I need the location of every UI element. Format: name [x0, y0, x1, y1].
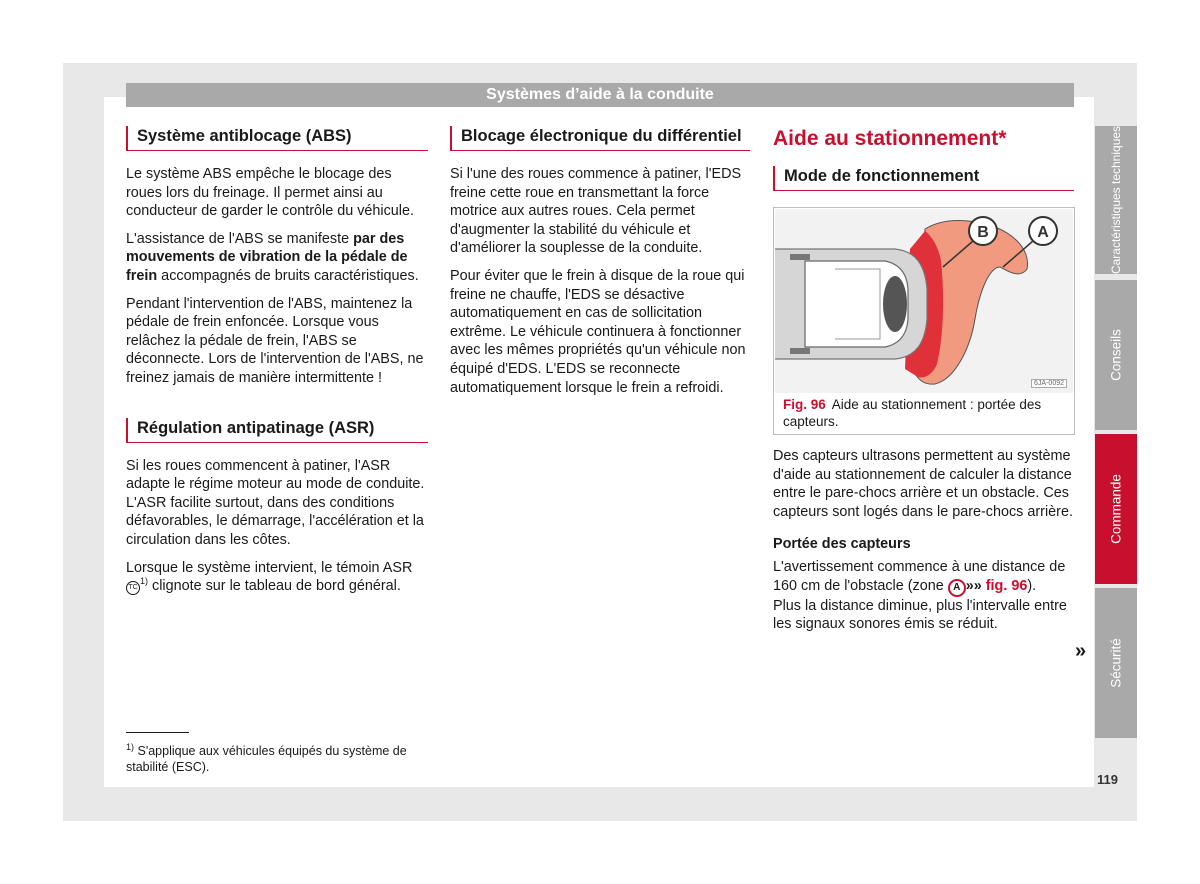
- cross-ref-arrows: »»: [965, 577, 982, 594]
- sensors-paragraph: Des capteurs ultrasons permettent au système d'aide au stationnement de calculer la distance entre le pare-chocs arrière et un obstacle. Ces capteurs sont logés dans le pare-chocs arrière.: [773, 448, 1073, 520]
- label-b-text: B: [977, 224, 989, 241]
- footnote-ref: 1): [140, 576, 149, 587]
- tab-conseils[interactable]: [1095, 280, 1137, 430]
- tab-label: Caractéristiques techniques: [1109, 125, 1123, 275]
- tab-caracteristiques-techniques[interactable]: [1095, 126, 1137, 274]
- continue-arrow: »: [1075, 640, 1087, 662]
- sensor-range-paragraph: [773, 558, 1073, 597]
- asr-paragraph-2: [126, 559, 428, 596]
- abs-paragraph-3: Pendant l'intervention de l'ABS, maintenez la pédale de frein enfoncée. Lorsque vous relâchez la pédale de frein, l'ABS se déconnecte. Lors de l'intervention de l'ABS, ne freinez jamais de manière intermittente !: [126, 295, 424, 386]
- traction-control-warning-icon: TC: [126, 581, 140, 595]
- footnote-text: S'applique aux véhicules équipés du système de stabilité (ESC).: [126, 744, 407, 774]
- abs-paragraph-2: [126, 230, 428, 286]
- sensor-range-title: Portée des capteurs: [773, 536, 911, 553]
- footnote-marker: 1): [126, 741, 135, 752]
- parking-sensor-diagram: [775, 209, 1073, 393]
- zone-a-marker: A: [948, 579, 966, 597]
- tab-label: Commande: [1108, 474, 1124, 544]
- figure-caption-text: Aide au stationnement : portée des capteurs.: [783, 397, 1042, 429]
- label-a-text: A: [1037, 224, 1049, 241]
- figure-link[interactable]: fig. 96: [985, 577, 1028, 594]
- abs-paragraph-2-end: accompagnés de bruits caractéristiques.: [157, 267, 419, 284]
- tab-commande[interactable]: [1095, 434, 1137, 584]
- parking-sensor-illustration: [775, 209, 1073, 393]
- abs-paragraph-1: Le système ABS empêche le blocage des roues lors du freinage. Il permet ainsi au conducteur de garder le contrôle du véhicule.: [126, 166, 414, 220]
- figure-96: [773, 207, 1075, 435]
- asr-section-title: Régulation antipatinage (ASR): [126, 418, 428, 443]
- asr-paragraph-2-end: clignote sur le tableau de bord général.: [148, 578, 401, 595]
- figure-number: Fig. 96: [783, 397, 826, 412]
- abs-paragraph-2-text: L'assistance de l'ABS se manifeste: [126, 230, 354, 247]
- footnote: [126, 743, 426, 775]
- page-number: 119: [1097, 772, 1118, 787]
- column-3-top: [773, 126, 1074, 205]
- abs-section-title: Système antiblocage (ABS): [126, 126, 428, 151]
- column-3-bottom: [773, 447, 1073, 643]
- asr-paragraph-1: Si les roues commencent à patiner, l'ASR adapte le régime moteur au mode de conduite. L'ASR facilite surtout, dans des conditions défavorables, le démarrage, l'accélération et la circulation dans les côtes.: [126, 457, 425, 548]
- sensor-range-end: ).: [1027, 577, 1037, 594]
- figure-caption: [783, 396, 1067, 430]
- tab-label: Sécurité: [1108, 638, 1124, 688]
- operation-mode-title: Mode de fonctionnement: [773, 166, 1074, 191]
- car-rear-window: [883, 276, 907, 332]
- parking-aid-title: Aide au stationnement*: [773, 127, 1007, 150]
- signal-interval-paragraph: Plus la distance diminue, plus l'intervalle entre les signaux sonores émis se réduit.: [773, 597, 1067, 633]
- footnote-separator: [126, 732, 189, 733]
- abs-paragraph-2-bold: par des mouvements de vibration de la pédale de frein: [126, 230, 408, 284]
- eds-paragraph-1: Si l'une des roues commence à patiner, l'EDS freine cette roue en transmettant la force motrice aux autres roues. Cela permet d'augmenter la stabilité du véhicule et d'améliorer la souplesse de la conduite.: [450, 166, 742, 257]
- column-1: [126, 126, 428, 605]
- figure-code: 6JA-0092: [1031, 379, 1067, 388]
- asr-paragraph-2-text: Lorsque le système intervient, le témoin ASR: [126, 559, 413, 576]
- eds-section-title: Blocage électronique du différentiel: [450, 126, 750, 151]
- tab-securite[interactable]: [1095, 588, 1137, 738]
- sensor-range-text: L'avertissement commence à une distance de 160 cm de l'obstacle (zone: [773, 558, 1066, 594]
- column-2: [450, 126, 750, 406]
- chapter-header: Systèmes d’aide à la conduite: [126, 83, 1074, 107]
- eds-paragraph-2: Pour éviter que le frein à disque de la roue qui freine ne chauffe, l'EDS se désactive automatiquement en cas de sollicitation extrême. Le véhicule continuera à fonctionner avec les mêmes propriétés qu'un véhicule non équipé d'EDS. L'EDS se reconnecte automatiquement lorsque le frein a refroidi.: [450, 267, 746, 396]
- tab-label: Conseils: [1108, 329, 1124, 381]
